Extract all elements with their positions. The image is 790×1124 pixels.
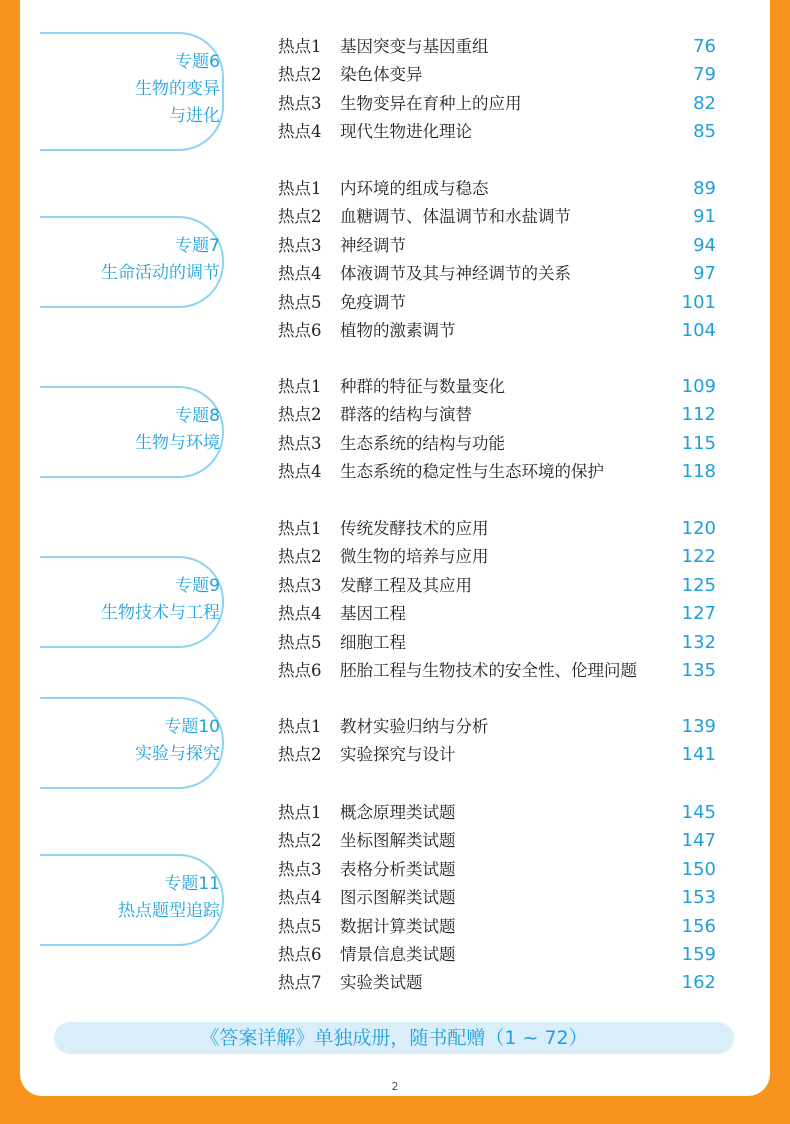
toc-entry[interactable]	[278, 401, 716, 429]
entry-title: 基因突变与基因重组	[340, 37, 489, 56]
page-ref: 139	[681, 716, 716, 737]
entry-title: 群落的结构与演替	[340, 405, 472, 425]
toc-entry[interactable]	[278, 827, 716, 855]
hotspot-number: 热点1	[278, 803, 322, 822]
topic-label	[60, 233, 220, 287]
hotspot-number: 热点1	[278, 377, 322, 396]
page-ref: 156	[681, 915, 716, 937]
toc-entry[interactable]	[278, 941, 716, 969]
hotspot-number: 热点1	[278, 717, 322, 736]
topic-label	[60, 714, 220, 768]
topic-label-line: 热点题型追踪	[118, 901, 220, 922]
page-ref: 118	[681, 461, 716, 483]
page-ref: 127	[681, 603, 716, 625]
toc-entry[interactable]	[278, 458, 716, 486]
entry-title: 传统发酵技术的应用	[340, 519, 489, 538]
entry-title: 教材实验归纳与分析	[340, 717, 489, 736]
page-ref: 97	[693, 263, 716, 285]
toc-entry[interactable]	[278, 600, 716, 628]
entry-title: 生态系统的稳定性与生态环境的保护	[340, 462, 604, 482]
entry-title: 内环境的组成与稳态	[340, 179, 489, 198]
page-ref: 153	[681, 887, 716, 909]
entry-title: 微生物的培养与应用	[340, 547, 489, 567]
toc-entry[interactable]	[278, 856, 716, 884]
hotspot-number: 热点1	[278, 179, 322, 198]
page-ref: 132	[681, 631, 716, 653]
topic-label-line: 专题6	[175, 52, 220, 73]
entry-title: 种群的特征与数量变化	[340, 377, 505, 396]
page-ref: 147	[681, 830, 716, 852]
hotspot-number: 热点5	[278, 916, 322, 936]
page-ref: 159	[681, 944, 716, 965]
page-ref: 135	[681, 660, 716, 681]
topic-label-line: 实验与探究	[135, 744, 220, 765]
topic-label-line: 专题8	[175, 405, 220, 426]
entry-title: 体液调节及其与神经调节的关系	[340, 264, 571, 284]
topic-label-line: 生物技术与工程	[101, 603, 220, 624]
entry-title: 图示图解类试题	[340, 888, 456, 908]
entry-title: 生物变异在育种上的应用	[340, 93, 522, 113]
entry-title: 染色体变异	[340, 65, 423, 85]
entry-title: 发酵工程及其应用	[340, 575, 472, 595]
page-ref: 145	[681, 802, 716, 823]
page-ref: 76	[693, 36, 716, 57]
page-ref: 109	[681, 376, 716, 397]
toc-entry[interactable]	[278, 430, 716, 458]
hotspot-number: 热点4	[278, 462, 322, 482]
page-ref: 125	[681, 574, 716, 596]
topic-label-line: 生物的变异	[135, 79, 220, 100]
toc-entry[interactable]	[278, 90, 716, 118]
hotspot-number: 热点3	[278, 93, 322, 113]
page-ref: 122	[681, 546, 716, 568]
hotspot-number: 热点4	[278, 122, 322, 142]
toc-entry[interactable]	[278, 317, 716, 345]
toc-entry[interactable]	[278, 741, 716, 769]
topic-label-line: 生命活动的调节	[101, 263, 220, 284]
page-ref: 79	[693, 64, 716, 86]
hotspot-number: 热点2	[278, 405, 322, 425]
hotspot-number: 热点5	[278, 292, 322, 312]
page-ref: 85	[693, 121, 716, 143]
entry-title: 胚胎工程与生物技术的安全性、伦理问题	[340, 661, 637, 680]
topic-label-line: 专题10	[164, 717, 220, 738]
topic-label-line: 生物与环境	[135, 432, 220, 453]
entry-title: 神经调节	[340, 235, 406, 255]
entry-title: 实验类试题	[340, 973, 423, 993]
hotspot-number: 热点2	[278, 547, 322, 567]
toc-page	[20, 0, 770, 1096]
hotspot-number: 热点5	[278, 632, 322, 652]
entry-title: 植物的激素调节	[340, 321, 456, 340]
page-ref: 112	[681, 404, 716, 426]
toc-entry[interactable]	[278, 713, 716, 741]
toc-entry[interactable]	[278, 629, 716, 657]
entry-title: 坐标图解类试题	[340, 831, 456, 851]
topic-label-line: 专题11	[164, 874, 220, 895]
page-ref: 101	[681, 291, 716, 313]
page-ref: 150	[681, 858, 716, 880]
hotspot-number: 热点6	[278, 945, 322, 964]
entry-title: 基因工程	[340, 604, 406, 624]
hotspot-number: 热点6	[278, 321, 322, 340]
page-ref: 120	[681, 518, 716, 539]
entry-title: 细胞工程	[340, 632, 406, 652]
page-ref: 104	[681, 320, 716, 341]
toc-entry[interactable]	[278, 884, 716, 912]
hotspot-number: 热点4	[278, 888, 322, 908]
entry-title: 实验探究与设计	[340, 745, 456, 765]
toc-entry[interactable]	[278, 175, 716, 203]
toc-entry[interactable]	[278, 118, 716, 146]
topic-label-line: 与进化	[169, 106, 220, 127]
page-number: 2	[391, 1080, 399, 1093]
entry-title: 概念原理类试题	[340, 803, 456, 822]
hotspot-number: 热点3	[278, 235, 322, 255]
toc-entry[interactable]	[278, 515, 716, 543]
hotspot-number: 热点3	[278, 433, 322, 453]
hotspot-number: 热点2	[278, 65, 322, 85]
entry-title: 情景信息类试题	[340, 945, 456, 964]
hotspot-number: 热点1	[278, 37, 322, 56]
toc-entry[interactable]	[278, 373, 716, 401]
toc-entry[interactable]	[278, 203, 716, 231]
hotspot-number: 热点1	[278, 519, 322, 538]
hotspot-number: 热点3	[278, 859, 322, 879]
answer-booklet-banner: 《答案详解》单独成册，随书配赠（1 ~ 72）	[54, 1022, 734, 1054]
page-ref: 94	[693, 234, 716, 256]
toc-entry[interactable]	[278, 543, 716, 571]
toc-entry[interactable]	[278, 913, 716, 941]
toc-entry[interactable]	[278, 799, 716, 827]
hotspot-number: 热点3	[278, 575, 322, 595]
hotspot-number: 热点4	[278, 604, 322, 624]
page-ref: 162	[681, 972, 716, 994]
entry-title: 现代生物进化理论	[340, 122, 472, 142]
entry-title: 表格分析类试题	[340, 859, 456, 879]
page-ref: 91	[693, 206, 716, 228]
topic-label	[60, 871, 220, 925]
entry-title: 血糖调节、体温调节和水盐调节	[340, 207, 571, 227]
toc-entry[interactable]	[278, 260, 716, 288]
topic-label	[60, 49, 220, 130]
toc-entry[interactable]	[278, 572, 716, 600]
hotspot-number: 热点2	[278, 831, 322, 851]
page-ref: 89	[693, 178, 716, 199]
page-ref: 82	[693, 92, 716, 114]
page-ref: 115	[681, 432, 716, 454]
page-ref: 141	[681, 744, 716, 766]
topic-label	[60, 573, 220, 627]
hotspot-number: 热点6	[278, 661, 322, 680]
toc-entry[interactable]	[278, 289, 716, 317]
topic-label	[60, 403, 220, 457]
hotspot-number: 热点2	[278, 745, 322, 765]
toc-entry[interactable]	[278, 969, 716, 997]
hotspot-number: 热点2	[278, 207, 322, 227]
hotspot-number: 热点4	[278, 264, 322, 284]
toc-entry[interactable]	[278, 232, 716, 260]
toc-entry[interactable]	[278, 657, 716, 685]
topic-label-line: 专题9	[175, 576, 220, 597]
entry-title: 生态系统的结构与功能	[340, 433, 505, 453]
toc-entry[interactable]	[278, 33, 716, 61]
topic-label-line: 专题7	[175, 236, 220, 257]
entry-title: 免疫调节	[340, 292, 406, 312]
entry-title: 数据计算类试题	[340, 916, 456, 936]
toc-entry[interactable]	[278, 61, 716, 89]
hotspot-number: 热点7	[278, 973, 322, 993]
